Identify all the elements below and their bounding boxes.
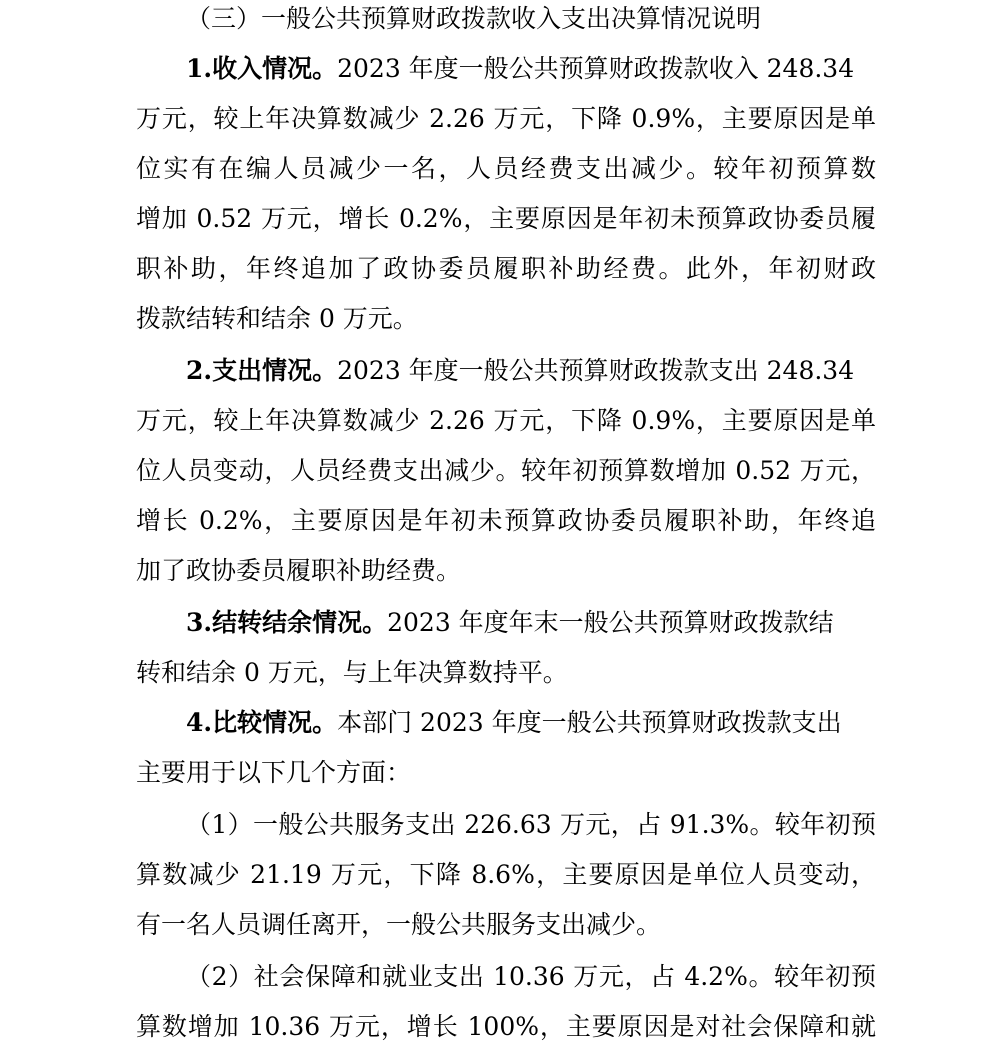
paragraph-1-line-6: 拨款结转和结余 0 万元。: [136, 304, 418, 333]
paragraph-2-line-4: 增长 0.2%，主要原因是年初未预算政协委员履职补助，年终追: [136, 506, 876, 535]
section-title: （三）一般公共预算财政拨款收入支出决算情况说明: [186, 4, 762, 33]
paragraph-3-line-2: 转和结余 0 万元，与上年决算数持平。: [136, 658, 568, 687]
paragraph-2-line-1: [186, 346, 926, 396]
paragraph-2-text: 2023 年度一般公共预算财政拨款支出 248.34: [337, 356, 855, 385]
item-1-line-3: 有一名人员调任离开，一般公共服务支出减少。: [136, 910, 662, 939]
paragraph-2-line-2: 万元，较上年决算数减少 2.26 万元，下降 0.9%，主要原因是单: [136, 406, 876, 435]
paragraph-1-line-4: 增加 0.52 万元，增长 0.2%，主要原因是年初未预算政协委员履: [136, 204, 876, 233]
paragraph-1-line-2: 万元，较上年决算数减少 2.26 万元，下降 0.9%，主要原因是单: [136, 104, 876, 133]
paragraph-4-text: 本部门 2023 年度一般公共预算财政拨款支出: [337, 708, 842, 737]
paragraph-4-line-2: 主要用于以下几个方面：: [136, 758, 412, 787]
paragraph-1-text: 2023 年度一般公共预算财政拨款收入 248.34: [337, 54, 855, 83]
paragraph-2-line-3: 位人员变动，人员经费支出减少。较年初预算数增加 0.52 万元，: [136, 456, 876, 485]
paragraph-4-line-1: [186, 698, 926, 748]
paragraph-3-text: 2023 年度年末一般公共预算财政拨款结: [387, 608, 834, 637]
item-1-line-1: （1）一般公共服务支出 226.63 万元，占 91.3%。较年初预: [186, 810, 876, 839]
paragraph-1-line-5: 职补助，年终追加了政协委员履职补助经费。此外，年初财政: [136, 254, 876, 283]
item-2-line-2: 算数增加 10.36 万元，增长 100%，主要原因是对社会保障和就: [136, 1012, 876, 1041]
item-2-line-1: （2）社会保障和就业支出 10.36 万元，占 4.2%。较年初预: [186, 962, 876, 991]
paragraph-1-line-1: [186, 44, 926, 94]
paragraph-4-heading: 4.比较情况。: [186, 708, 338, 737]
paragraph-1-heading: 1.收入情况。: [186, 54, 338, 83]
paragraph-3-heading: 3.结转结余情况。: [186, 608, 388, 637]
paragraph-1-line-3: 位实有在编人员减少一名，人员经费支出减少。较年初预算数: [136, 154, 876, 183]
paragraph-3-line-1: [186, 598, 926, 648]
paragraph-2-heading: 2.支出情况。: [186, 356, 338, 385]
item-1-line-2: 算数减少 21.19 万元，下降 8.6%，主要原因是单位人员变动，: [136, 860, 876, 889]
paragraph-2-line-5: 加了政协委员履职补助经费。: [136, 556, 462, 585]
